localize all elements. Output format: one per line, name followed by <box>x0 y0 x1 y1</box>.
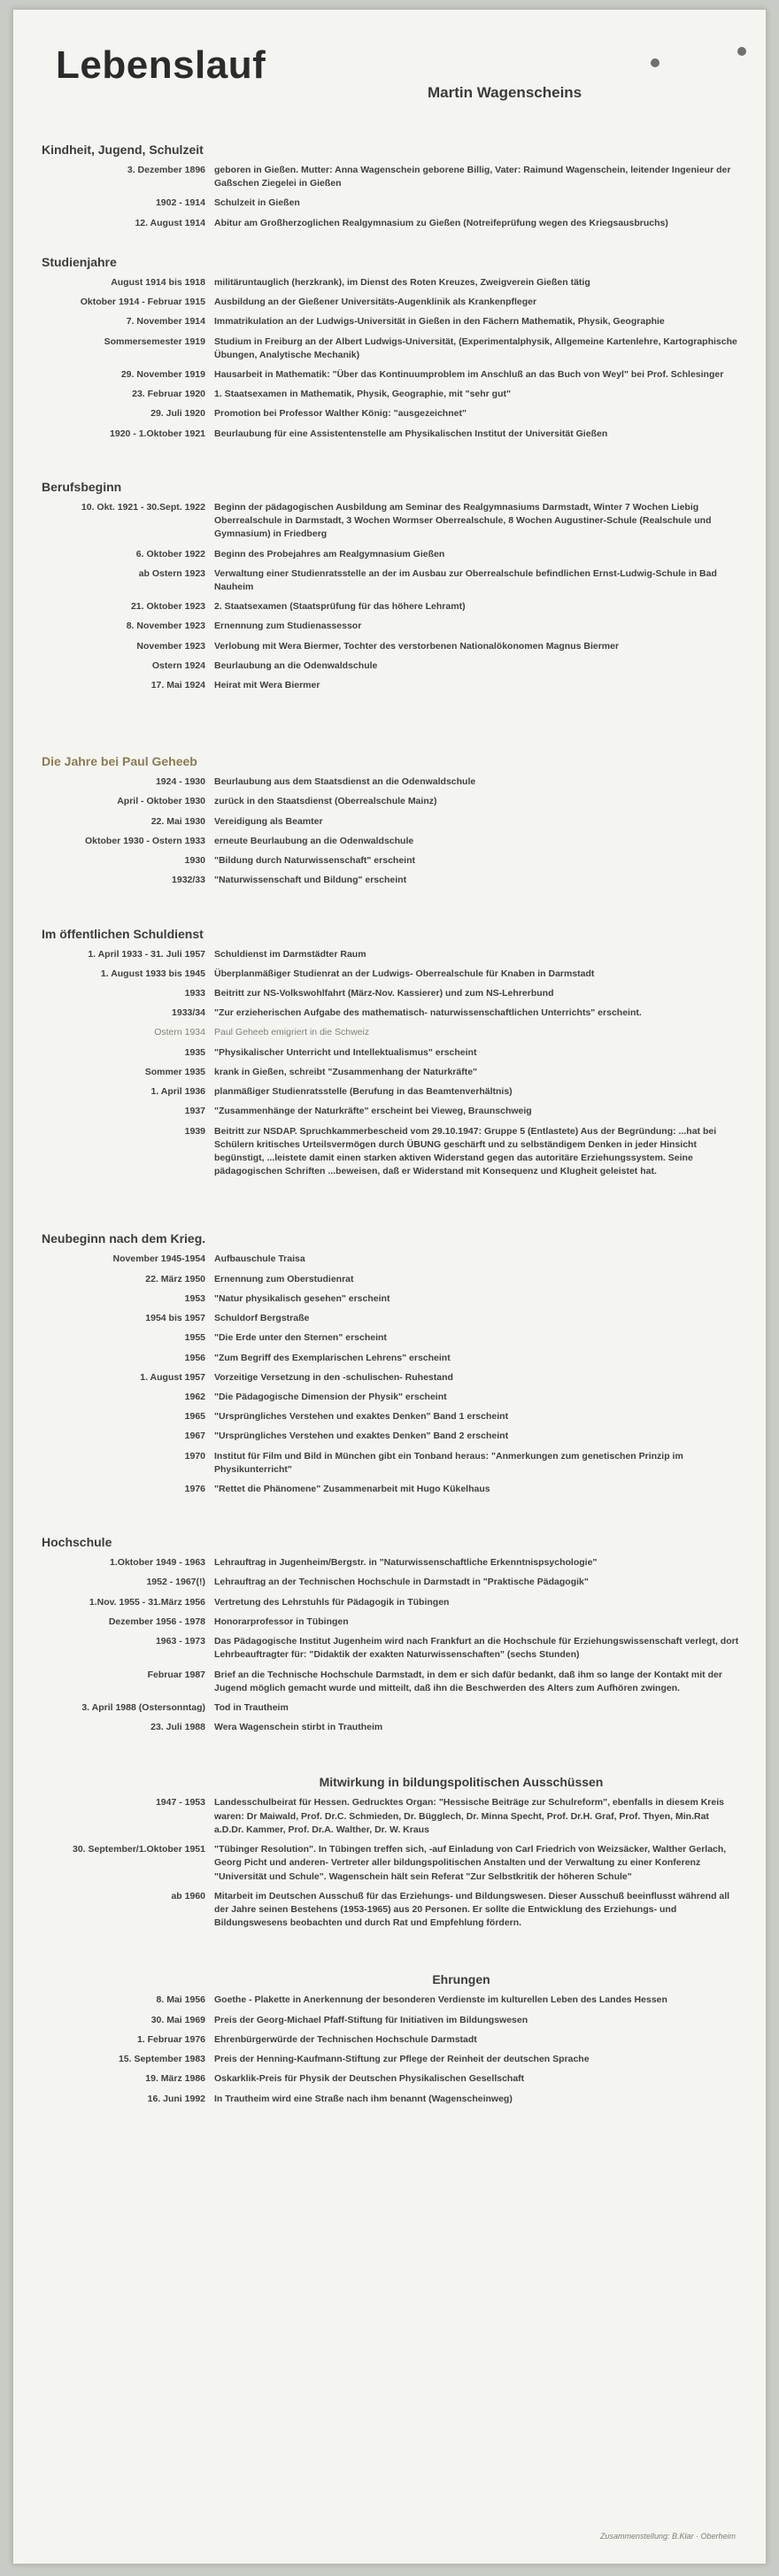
entry-text: 1. Staatsexamen in Mathematik, Physik, Geographie, mit "sehr gut" <box>214 389 511 400</box>
timeline-entry <box>42 1273 739 1286</box>
timeline-entry <box>42 600 739 613</box>
timeline-entry <box>42 197 739 210</box>
entry-date: 1947 - 1953 <box>155 1797 205 1809</box>
timeline-section <box>13 255 766 441</box>
entry-date: 12. August 1914 <box>135 217 205 228</box>
entry-text: Aufbauschule Traisa <box>214 1253 305 1265</box>
timeline-entry <box>42 1701 739 1715</box>
entry-date: 1954 bis 1957 <box>145 1313 205 1324</box>
entry-date: 30. Mai 1969 <box>150 2014 205 2025</box>
entry-date: Dezember 1956 - 1978 <box>108 1616 205 1627</box>
timeline-entry <box>42 276 739 289</box>
entry-text: Heirat mit Wera Biermer <box>214 680 320 691</box>
entry-date: 1. August 1933 bis 1945 <box>100 968 205 979</box>
timeline-entry <box>42 335 739 362</box>
timeline-entry <box>42 1371 739 1384</box>
timeline-entry <box>42 296 739 309</box>
entry-date: 1930 <box>184 855 205 867</box>
timeline-entry <box>42 1006 739 1020</box>
entry-text: Brief an die Technische Hochschule Darmstadt, in dem er sich dafür bedankt, daß ihm so lange der Kontakt mit der Jugend möglich gemacht wurde und mitteilt, daß ihn die Beschwerden des Alters zum Aufhören zwingen. <box>214 1669 722 1693</box>
timeline-entry <box>42 1085 739 1099</box>
entry-date: 3. April 1988 (Ostersonntag) <box>81 1702 205 1713</box>
entry-text: Landesschulbeirat für Hessen. Gedrucktes Organ: "Hessische Beiträge zur Schulreform", ebenfalls in diesem Kreis waren: Dr Maiwald, Prof. Dr.C. Schmieden, Dr. Bügglech, Dr. Minna Specht, Prof. Dr.H. Graf, Prof. Thyen, Min.Rat a.D.Dr. Kammer, Prof. Dr.A. Walther, Dr. W. Kraus <box>214 1797 724 1835</box>
page-title: Lebenslauf <box>56 43 266 87</box>
entry-date: 1965 <box>184 1411 205 1423</box>
timeline-entry <box>42 795 739 808</box>
entry-date: 1956 <box>184 1352 205 1363</box>
timeline-entry <box>42 428 739 441</box>
entry-text: "Physikalischer Unterricht und Intellektualismus" erscheint <box>214 1046 477 1058</box>
timeline-entry <box>42 217 739 230</box>
timeline-entry <box>42 2033 739 2047</box>
entry-date: 1902 - 1914 <box>155 197 205 209</box>
timeline-entry <box>42 1890 739 1931</box>
entry-date: 7. November 1914 <box>126 316 205 328</box>
timeline-entry <box>42 1125 739 1179</box>
timeline-entry <box>42 1483 739 1496</box>
entry-text: erneute Beurlaubung an die Odenwaldschule <box>214 835 414 846</box>
entry-text: Mitarbeit im Deutschen Ausschuß für das Erziehungs- und Bildungswesen. Dieser Ausschuß beeinflusst während all der Jahre seinen Bestehens (1953-1965) aus 20 Personen. Er sollte die Entwicklung des Erziehungs- und Bildungswesens beobachten und durch Rat und Empfehlung fördern. <box>214 1890 730 1929</box>
timeline-entry <box>42 388 739 401</box>
entry-text: Überplanmäßiger Studienrat an der Ludwigs- Oberrealschule für Knaben in Darmstadt <box>214 968 595 979</box>
entry-text: "Ursprüngliches Verstehen und exaktes Denken" Band 1 erscheint <box>214 1411 509 1423</box>
entry-text: Beginn der pädagogischen Ausbildung am Seminar des Realgymnasiums Darmstadt, Winter 7 Wochen Liebig Oberrealschule in Darmstadt, 3 Wochen Wormser Oberrealschule, 8 Wochen Augustiner-Schule (Realschule und Gymnasium) in Friedberg <box>214 501 712 540</box>
timeline-section <box>13 1775 766 1930</box>
entry-text: Beitritt zur NSDAP. Spruchkammerbescheid vom 29.10.1947: Gruppe 5 (Entlastete) Aus der Begründung: ...hat bei Schülern kritisches Urteilsvermögen durch ÜBUNG geschärft und zu selbständigem Denken in jeder Hinsicht begünstigt, ...leistete damit einen starken aktiven Widerstand gegen das autoritäre Erziehungssystem. Seine pädagogischen Schriften ...beweisen, daß er Widerstand mit Konsequenz und Klugheit geleistet hat. <box>214 1125 717 1177</box>
section-heading: Studienjahre <box>42 254 117 269</box>
timeline-entry <box>42 1430 739 1443</box>
timeline-entry <box>42 775 739 789</box>
entry-text: Verwaltung einer Studienratsstelle an der im Ausbau zur Oberrealschule befindlichen Ernst-Ludwig-Schule in Bad Nauheim <box>214 567 717 592</box>
entry-date: 1970 <box>184 1450 205 1462</box>
entry-text: 2. Staatsexamen (Staatsprüfung für das höhere Lehramt) <box>214 601 466 613</box>
entry-date: 1952 - 1967(!) <box>146 1577 205 1588</box>
entry-date: November 1945-1954 <box>112 1253 205 1265</box>
entry-text: Abitur am Großherzoglichen Realgymnasium zu Gießen (Notreifeprüfung wegen des Kriegsausbruchs) <box>214 217 668 228</box>
entry-date: 1955 <box>184 1332 205 1344</box>
timeline-entry <box>42 640 739 653</box>
timeline-entry <box>42 1596 739 1609</box>
section-heading: Neubeginn nach dem Krieg. <box>42 1231 206 1246</box>
entry-date: 29. Juli 1920 <box>150 408 205 420</box>
entry-date: 1.Oktober 1949 - 1963 <box>110 1557 205 1569</box>
entry-date: 10. Okt. 1921 - 30.Sept. 1922 <box>81 501 205 513</box>
timeline-entry <box>42 2093 739 2106</box>
section-heading: Im öffentlichen Schuldienst <box>42 926 204 941</box>
section-heading: Berufsbeginn <box>42 479 122 494</box>
entry-date: 1939 <box>184 1125 205 1137</box>
timeline-entry <box>42 948 739 961</box>
poster <box>12 9 767 2564</box>
entry-date: 1. April 1933 - 31. Juli 1957 <box>88 948 205 960</box>
pin-icon <box>651 58 659 67</box>
entry-text: Ausbildung an der Gießener Universitäts-Augenklinik als Krankenpfleger <box>214 297 537 308</box>
timeline-entry <box>42 315 739 328</box>
timeline-entry <box>42 1616 739 1629</box>
entry-text: Hausarbeit in Mathematik: "Über das Kontinuumproblem im Anschluß an das Buch von Weyl" bei Prof. Schlesinger <box>214 368 724 380</box>
timeline-section <box>13 1535 766 1734</box>
entry-text: Studium in Freiburg an der Albert Ludwigs-Universität, (Experimentalphysik, Allgemeine Kartenlehre, Kartographische Übungen, Analytische Mechanik) <box>214 335 737 360</box>
entry-date: 1920 - 1.Oktober 1921 <box>110 428 205 439</box>
timeline-entry <box>42 1026 739 1039</box>
timeline-entry <box>42 620 739 633</box>
timeline-entry <box>42 548 739 561</box>
entry-date: April - Oktober 1930 <box>117 796 205 807</box>
entry-date: 23. Juli 1988 <box>150 1722 205 1733</box>
entry-date: 21. Oktober 1923 <box>130 601 205 613</box>
entry-text: Paul Geheeb emigriert in die Schweiz <box>214 1027 370 1038</box>
timeline-entry <box>42 1635 739 1662</box>
timeline-entry <box>42 854 739 868</box>
entry-text: krank in Gießen, schreibt "Zusammenhang der Naturkräfte" <box>214 1066 478 1077</box>
entry-text: Tod in Trautheim <box>214 1702 289 1713</box>
entry-date: 23. Februar 1920 <box>132 389 205 400</box>
timeline-entry <box>42 1994 739 2007</box>
entry-date: 1.Nov. 1955 - 31.März 1956 <box>89 1596 205 1608</box>
timeline-entry <box>42 501 739 542</box>
entry-text: "Rettet die Phänomene" Zusammenarbeit mit Hugo Kükelhaus <box>214 1484 490 1495</box>
timeline-section <box>13 1972 766 2105</box>
entry-text: Promotion bei Professor Walther König: "ausgezeichnet" <box>214 408 467 420</box>
entry-date: August 1914 bis 1918 <box>111 276 205 288</box>
section-heading: Ehrungen <box>432 1972 490 1987</box>
entry-text: Goethe - Plakette in Anerkennung der besonderen Verdienste im kulturellen Leben des Landes Hessen <box>214 1994 667 2006</box>
entry-text: "Zur erzieherischen Aufgabe des mathematisch- naturwissenschaftlichen Unterrichts" erscheint. <box>214 1007 642 1019</box>
entry-text: Verlobung mit Wera Biermer, Tochter des verstorbenen Nationalökonomen Magnus Biermer <box>214 640 620 652</box>
entry-text: Schuldienst im Darmstädter Raum <box>214 948 366 960</box>
timeline-entry <box>42 1331 739 1345</box>
entry-date: Ostern 1924 <box>151 659 205 671</box>
entry-date: 1935 <box>184 1046 205 1058</box>
timeline-entry <box>42 835 739 848</box>
entry-date: ab 1960 <box>171 1890 205 1901</box>
entry-date: 6. Oktober 1922 <box>135 548 205 559</box>
entry-date: Ostern 1934 <box>154 1027 205 1038</box>
timeline-section <box>13 754 766 887</box>
entry-date: 1937 <box>184 1106 205 1117</box>
entry-text: Lehrauftrag an der Technischen Hochschule in Darmstadt in "Praktische Pädagogik" <box>214 1577 589 1588</box>
entry-date: 1933 <box>184 988 205 999</box>
entry-date: Oktober 1914 - Februar 1915 <box>80 297 205 308</box>
entry-date: 8. Mai 1956 <box>156 1994 205 2006</box>
timeline-entry <box>42 1312 739 1325</box>
entry-text: planmäßiger Studienratsstelle (Berufung in das Beamtenverhältnis) <box>214 1086 513 1098</box>
entry-text: Vorzeitige Versetzung in den -schulischen- Ruhestand <box>214 1371 453 1383</box>
timeline-section <box>13 1231 766 1496</box>
entry-text: Oskarklik-Preis für Physik der Deutschen Physikalischen Gesellschaft <box>214 2073 525 2085</box>
timeline-entry <box>42 1410 739 1423</box>
timeline-entry <box>42 2053 739 2066</box>
entry-date: Februar 1987 <box>147 1669 205 1680</box>
entry-text: Schulzeit in Gießen <box>214 197 300 209</box>
entry-date: 1933/34 <box>172 1007 205 1019</box>
poster-header <box>13 10 766 107</box>
entry-text: Schuldorf Bergstraße <box>214 1313 310 1324</box>
entry-date: Sommer 1935 <box>144 1066 205 1077</box>
entry-text: Preis der Georg-Michael Pfaff-Stiftung für Initiativen im Bildungswesen <box>214 2014 528 2025</box>
entry-text: "Die Erde unter den Sternen" erscheint <box>214 1332 387 1344</box>
entry-date: 1. April 1936 <box>150 1086 205 1098</box>
entry-text: In Trautheim wird eine Straße nach ihm benannt (Wagenscheinweg) <box>214 2093 513 2104</box>
entry-text: Beurlaubung an die Odenwaldschule <box>214 659 378 671</box>
entry-text: "Zusammenhänge der Naturkräfte" erscheint bei Vieweg, Braunschweig <box>214 1106 532 1117</box>
entry-text: Preis der Henning-Kaufmann-Stiftung zur Pflege der Reinheit der deutschen Sprache <box>214 2054 590 2065</box>
timeline-section <box>13 143 766 230</box>
entry-text: zurück in den Staatsdienst (Oberrealschule Mainz) <box>214 796 437 807</box>
timeline-entry <box>42 659 739 673</box>
entry-text: "Ursprüngliches Verstehen und exaktes Denken" Band 2 erscheint <box>214 1431 509 1442</box>
timeline-entry <box>42 407 739 420</box>
timeline-entry <box>42 1450 739 1477</box>
entry-date: ab Ostern 1923 <box>138 567 205 579</box>
timeline-sections <box>13 143 766 2106</box>
entry-date: 16. Juni 1992 <box>147 2093 205 2104</box>
timeline-entry <box>42 1292 739 1306</box>
timeline-entry <box>42 1105 739 1118</box>
entry-date: Sommersemester 1919 <box>104 335 205 347</box>
entry-date: 1976 <box>184 1484 205 1495</box>
entry-text: "Tübinger Resolution". In Tübingen treffen sich, -auf Einladung von Carl Friedrich von Weizsäcker, Walther Gerlach, Georg Picht und anderen- Vertreter aller bildungspolitischen Anstalten und der Verwaltung zu einer Konferenz "Universität und Schule". Wagenschein hält sein Referat "Zur Selbstkritik der höheren Schule" <box>214 1844 727 1882</box>
timeline-entry <box>42 1046 739 1060</box>
entry-date: 1924 - 1930 <box>155 776 205 788</box>
entry-date: November 1923 <box>136 640 205 652</box>
timeline-entry <box>42 987 739 1000</box>
entry-date: 1967 <box>184 1431 205 1442</box>
entry-text: Wera Wagenschein stirbt in Trautheim <box>214 1722 383 1733</box>
timeline-entry <box>42 815 739 829</box>
entry-text: "Die Pädagogische Dimension der Physik" erscheint <box>214 1391 447 1402</box>
entry-text: Ernennung zum Oberstudienrat <box>214 1273 354 1284</box>
entry-text: Immatrikulation an der Ludwigs-Universität in Gießen in den Fächern Mathematik, Physik, Geographie <box>214 316 665 328</box>
timeline-entry <box>42 567 739 594</box>
entry-date: 1. Februar 1976 <box>136 2033 205 2045</box>
footer-note: Zusammenstellung: B.Klar · Oberheim <box>599 2532 736 2541</box>
entry-date: 17. Mai 1924 <box>150 680 205 691</box>
timeline-entry <box>42 368 739 382</box>
timeline-entry <box>42 1066 739 1079</box>
entry-text: "Zum Begriff des Exemplarischen Lehrens" erscheint <box>214 1352 451 1363</box>
entry-date: 19. März 1986 <box>145 2073 205 2085</box>
timeline-entry <box>42 1556 739 1570</box>
timeline-entry <box>42 1669 739 1695</box>
entry-text: "Naturwissenschaft und Bildung" erscheint <box>214 875 407 886</box>
entry-text: Ernennung zum Studienassessor <box>214 621 362 632</box>
entry-text: Institut für Film und Bild in München gibt ein Tonband heraus: "Anmerkungen zum genetischen Prinzip im Physikunterricht" <box>214 1450 683 1475</box>
entry-text: Beitritt zur NS-Volkswohlfahrt (März-Nov. Kassierer) und zum NS-Lehrerbund <box>214 988 554 999</box>
timeline-entry <box>42 1352 739 1365</box>
entry-text: Beurlaubung für eine Assistentenstelle am Physikalischen Institut der Universität Gießen <box>214 428 608 439</box>
entry-text: Vertretung des Lehrstuhls für Pädagogik in Tübingen <box>214 1596 450 1608</box>
entry-date: 22. Mai 1930 <box>150 815 205 827</box>
timeline-entry <box>42 1576 739 1589</box>
entry-date: 1963 - 1973 <box>155 1636 205 1647</box>
entry-text: militäruntauglich (herzkrank), im Dienst des Roten Kreuzes, Zweigverein Gießen tätig <box>214 276 590 288</box>
entry-date: 30. September/1.Oktober 1951 <box>73 1844 205 1855</box>
timeline-section <box>13 927 766 1179</box>
entry-text: "Bildung durch Naturwissenschaft" erscheint <box>214 855 415 867</box>
entry-text: Vereidigung als Beamter <box>214 815 323 827</box>
timeline-entry <box>42 1843 739 1884</box>
entry-date: 15. September 1983 <box>118 2054 205 2065</box>
timeline-entry <box>42 2014 739 2027</box>
entry-date: 8. November 1923 <box>126 621 205 632</box>
timeline-section <box>13 480 766 692</box>
timeline-entry <box>42 1253 739 1266</box>
entry-date: 1. August 1957 <box>140 1371 205 1383</box>
entry-date: Oktober 1930 - Ostern 1933 <box>85 835 205 846</box>
section-heading: Hochschule <box>42 1535 112 1550</box>
section-heading: Mitwirkung in bildungspolitischen Ausschüssen <box>319 1775 604 1790</box>
entry-text: geboren in Gießen. Mutter: Anna Wagenschein geborene Billig, Vater: Raimund Wagenschein, leitender Ingenieur der Gaßschen Ziegelei in Gießen <box>214 165 731 189</box>
pin-icon <box>737 47 746 56</box>
timeline-entry <box>42 1391 739 1404</box>
entry-date: 1932/33 <box>172 875 205 886</box>
entry-date: 22. März 1950 <box>145 1273 205 1284</box>
entry-text: Honorarprofessor in Tübingen <box>214 1616 349 1627</box>
timeline-entry <box>42 2072 739 2086</box>
timeline-entry <box>42 1721 739 1734</box>
section-heading: Die Jahre bei Paul Geheeb <box>42 754 197 769</box>
timeline-entry <box>42 874 739 887</box>
entry-date: 1962 <box>184 1391 205 1402</box>
entry-date: 29. November 1919 <box>120 368 205 380</box>
timeline-entry <box>42 679 739 692</box>
entry-text: Beginn des Probejahres am Realgymnasium Gießen <box>214 548 445 559</box>
entry-text: Ehrenbürgerwürde der Technischen Hochschule Darmstadt <box>214 2033 477 2045</box>
entry-date: 1953 <box>184 1292 205 1304</box>
section-heading: Kindheit, Jugend, Schulzeit <box>42 143 204 157</box>
entry-text: Das Pädagogische Institut Jugenheim wird nach Frankfurt an die Hochschule für Erziehungswissenschaft verlegt, dort Lehrbeauftragter für: "Didaktik der exakten Naturwissenschaften" (sechs Stunden) <box>214 1636 739 1661</box>
entry-text: "Natur physikalisch gesehen" erscheint <box>214 1292 390 1304</box>
timeline-entry <box>42 968 739 981</box>
timeline-entry <box>42 1796 739 1837</box>
entry-text: Beurlaubung aus dem Staatsdienst an die Odenwaldschule <box>214 776 476 788</box>
entry-text: Lehrauftrag in Jugenheim/Bergstr. in "Naturwissenschaftliche Erkenntnispsychologie" <box>214 1557 598 1569</box>
subject-name: Martin Wagenscheins <box>428 84 582 101</box>
entry-date: 3. Dezember 1896 <box>127 165 205 175</box>
timeline-entry <box>42 164 739 190</box>
